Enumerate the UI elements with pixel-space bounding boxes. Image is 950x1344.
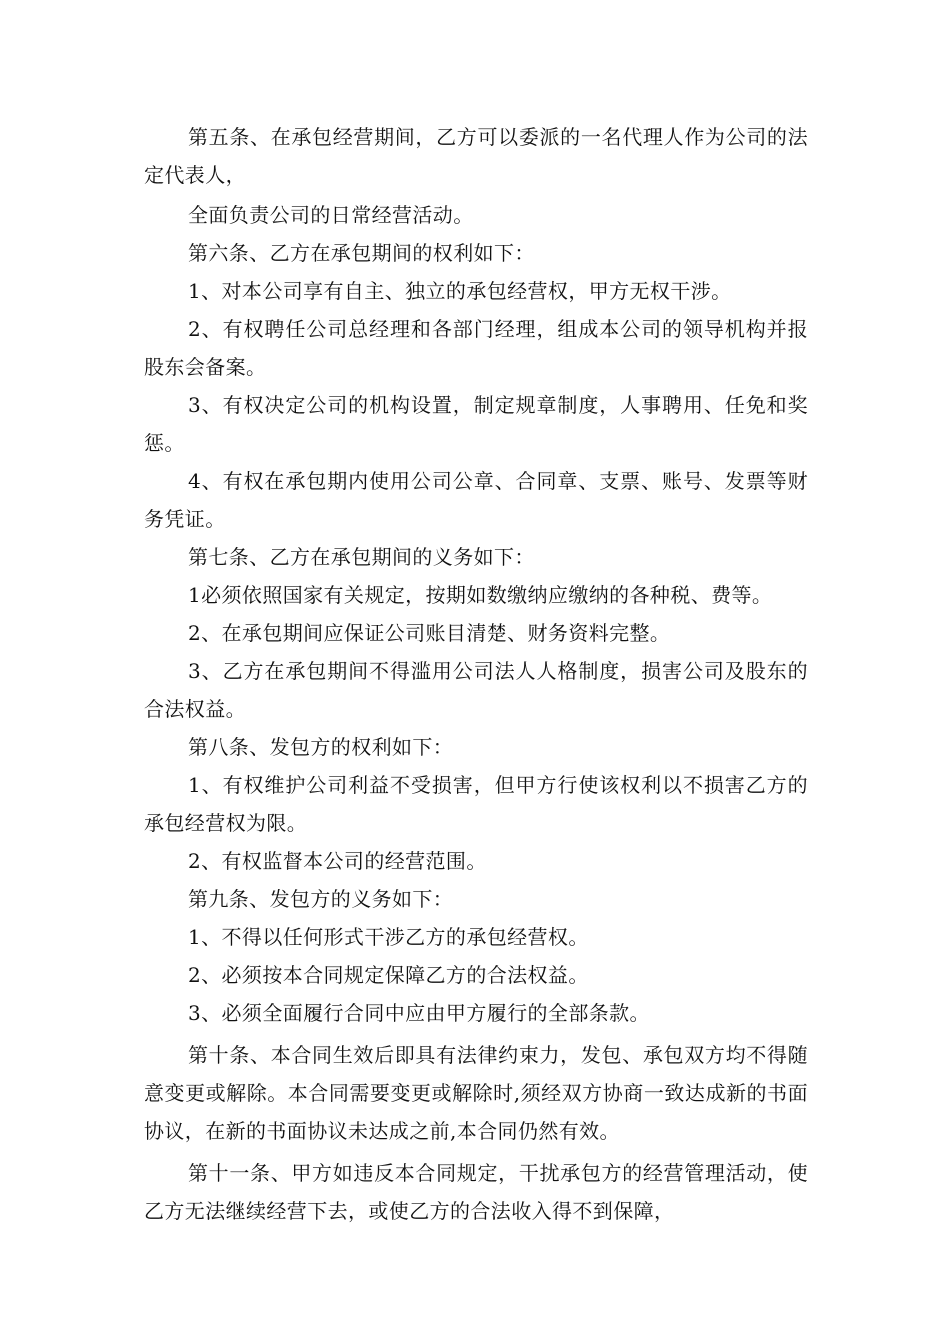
paragraph-article-5-cont: 全面负责公司的日常经营活动。 <box>188 203 474 227</box>
paragraph-article-7-item-2: 2、在承包期间应保证公司账目清楚、财务资料完整。 <box>188 621 671 645</box>
paragraph-article-7-heading: 第七条、乙方在承包期间的义务如下： <box>188 545 535 569</box>
paragraph-article-6-item-2: 2、有权聘任公司总经理和各部门经理，组成本公司的领导机构并报股东会备案。 <box>144 317 808 379</box>
paragraph-article-8-heading: 第八条、发包方的权利如下： <box>188 735 454 759</box>
paragraph-article-7-item-1: 1必须依照国家有关规定，按期如数缴纳应缴纳的各种税、费等。 <box>188 583 773 607</box>
paragraph-article-9-item-3: 3、必须全面履行合同中应由甲方履行的全部条款。 <box>188 1001 650 1025</box>
document-body <box>144 118 808 1230</box>
paragraph-article-5: 第五条、在承包经营期间，乙方可以委派的一名代理人作为公司的法定代表人， <box>144 125 808 187</box>
paragraph-article-8-item-1: 1、有权维护公司利益不受损害，但甲方行使该权利以不损害乙方的承包经营权为限。 <box>144 773 808 835</box>
paragraph-article-8-item-2: 2、有权监督本公司的经营范围。 <box>188 849 487 873</box>
paragraph-article-6-heading: 第六条、乙方在承包期间的权利如下： <box>188 241 535 265</box>
paragraph-article-9-item-1: 1、不得以任何形式干涉乙方的承包经营权。 <box>188 925 589 949</box>
paragraph-article-9-item-2: 2、必须按本合同规定保障乙方的合法权益。 <box>188 963 589 987</box>
paragraph-article-6-item-4: 4、有权在承包期内使用公司公章、合同章、支票、账号、发票等财务凭证。 <box>144 469 808 531</box>
paragraph-article-11: 第十一条、甲方如违反本合同规定，干扰承包方的经营管理活动，使乙方无法继续经营下去，或使乙方的合法收入得不到保障， <box>144 1161 808 1223</box>
paragraph-article-6-item-1: 1、对本公司享有自主、独立的承包经营权，甲方无权干涉。 <box>188 279 732 303</box>
paragraph-article-6-item-3: 3、有权决定公司的机构设置，制定规章制度，人事聘用、任免和奖惩。 <box>144 393 808 455</box>
paragraph-article-10: 第十条、本合同生效后即具有法律约束力，发包、承包双方均不得随意变更或解除。本合同需要变更或解除时,须经双方协商一致达成新的书面协议，在新的书面协议未达成之前,本合同仍然有效。 <box>144 1043 808 1143</box>
paragraph-article-9-heading: 第九条、发包方的义务如下： <box>188 887 454 911</box>
paragraph-article-7-item-3: 3、乙方在承包期间不得滥用公司法人人格制度，损害公司及股东的合法权益。 <box>144 659 808 721</box>
